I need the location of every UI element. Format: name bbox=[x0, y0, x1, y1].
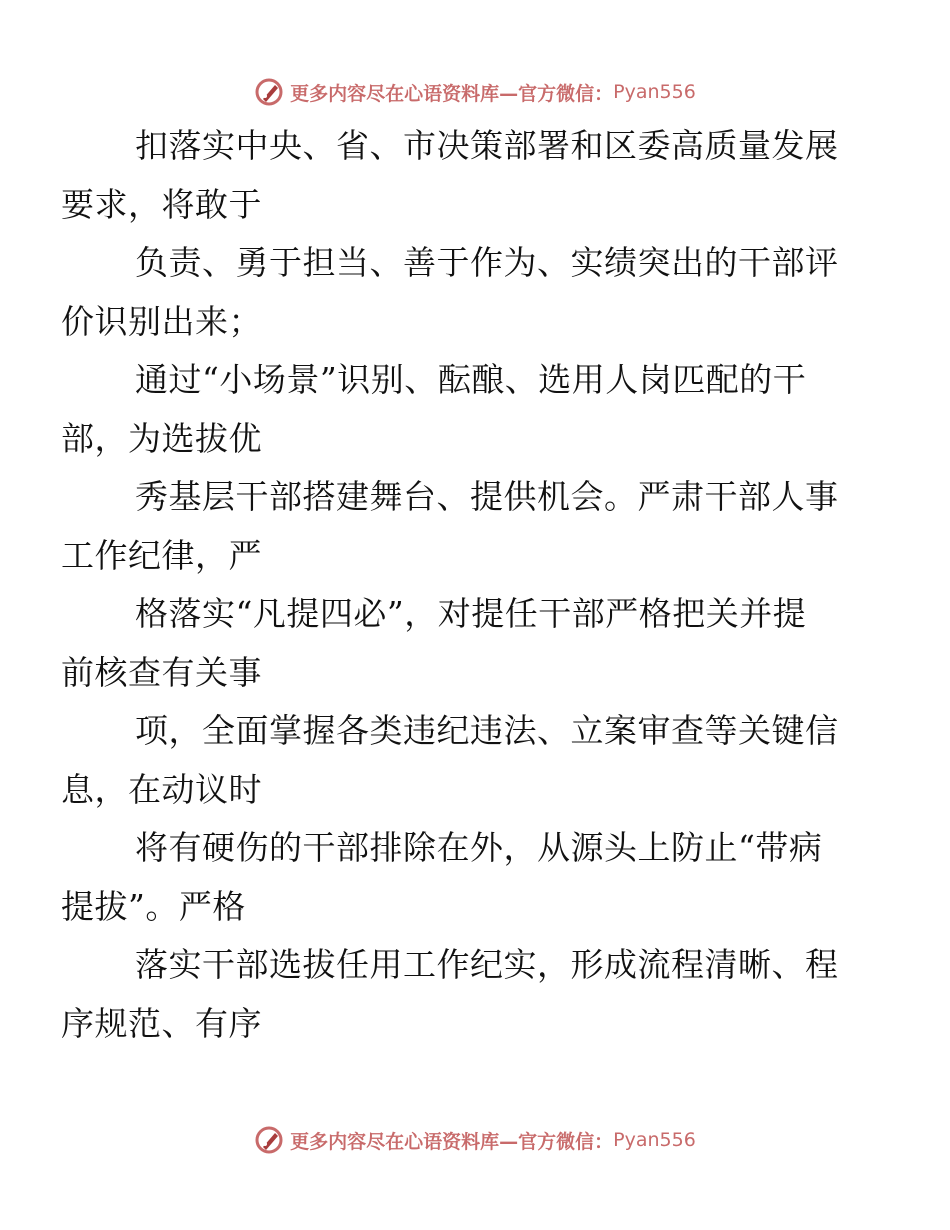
paragraph-line: 序规范、有序 bbox=[61, 1003, 262, 1043]
paragraph-line: 前核查有关事 bbox=[61, 652, 262, 692]
header-watermark-text: 更多内容尽在心语资料库—官方微信： bbox=[290, 82, 614, 105]
header-watermark bbox=[0, 72, 950, 112]
paragraph-line: 工作纪律，严 bbox=[61, 535, 262, 575]
paragraph-line: 通过“小场景”识别、酝酿、选用人岗匹配的干 bbox=[135, 360, 807, 399]
paragraph-line: 落实干部选拔任用工作纪实，形成流程清晰、程 bbox=[135, 945, 839, 984]
paragraph-line: 部，为选拔优 bbox=[61, 418, 262, 458]
footer-watermark-id: Pyan556 bbox=[613, 1129, 696, 1151]
paragraph-line: 项，全面掌握各类违纪违法、立案审查等关键信 bbox=[135, 711, 839, 750]
document-body bbox=[61, 117, 858, 1053]
paragraph-line: 格落实“凡提四必”，对提任干部严格把关并提 bbox=[135, 594, 807, 633]
paragraph-line: 扣落实中央、省、市决策部署和区委高质量发展 bbox=[135, 126, 839, 165]
paragraph bbox=[61, 351, 858, 468]
pen-logo-icon bbox=[254, 1125, 284, 1155]
paragraph bbox=[61, 936, 858, 1053]
paragraph-line: 提拔”。严格 bbox=[61, 886, 246, 926]
pen-logo-icon bbox=[254, 77, 284, 107]
paragraph bbox=[61, 117, 858, 234]
paragraph bbox=[61, 234, 858, 351]
paragraph bbox=[61, 585, 858, 702]
paragraph bbox=[61, 702, 858, 819]
paragraph-line: 秀基层干部搭建舞台、提供机会。严肃干部人事 bbox=[135, 477, 839, 516]
paragraph-line: 将有硬伤的干部排除在外，从源头上防止“带病 bbox=[135, 828, 823, 867]
paragraph bbox=[61, 468, 858, 585]
footer-watermark bbox=[0, 1120, 950, 1160]
header-watermark-id: Pyan556 bbox=[613, 81, 696, 103]
paragraph-line: 息，在动议时 bbox=[61, 769, 262, 809]
paragraph-line: 负责、勇于担当、善于作为、实绩突出的干部评 bbox=[135, 243, 839, 282]
paragraph bbox=[61, 819, 858, 936]
paragraph-line: 要求，将敢于 bbox=[61, 184, 262, 224]
paragraph-line: 价识别出来； bbox=[61, 301, 262, 341]
footer-watermark-text: 更多内容尽在心语资料库—官方微信： bbox=[290, 1130, 614, 1153]
